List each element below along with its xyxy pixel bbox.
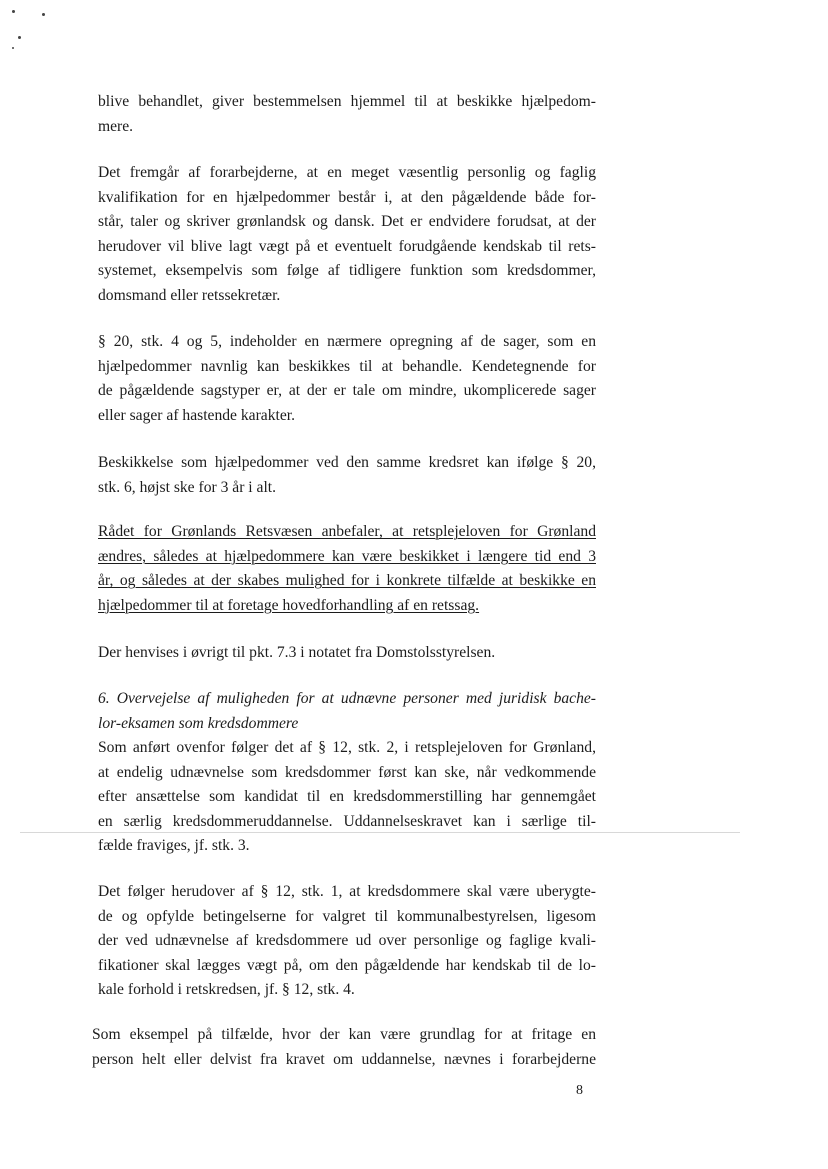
paragraph [98, 641, 596, 666]
section-heading: 6. Overvejelse af muligheden for at udnævne personer med juridisk bache- [98, 690, 596, 707]
text-line: fælde fraviges, jf. stk. 3. [98, 837, 250, 854]
scan-speck [12, 47, 14, 49]
text-line: at endelig udnævnelse som kredsdommer først kan ske, når vedkommende [98, 763, 596, 781]
paragraph [98, 451, 596, 500]
text-line: hjælpedommer til at foretage hovedforhandling af en retssag. [98, 596, 480, 614]
text-line: person helt eller delvist fra kravet om uddannelse, nævnes i forarbejderne [92, 1050, 596, 1068]
text-line: eller sager af hastende karakter. [98, 406, 295, 424]
scan-speck [42, 13, 45, 16]
text-line: år, og således at der skabes mulighed for i konkrete tilfælde at beskikke en [98, 572, 596, 589]
paragraph [98, 90, 596, 139]
text-line: Der henvises i øvrigt til pkt. 7.3 i notatet fra Domstolsstyrelsen. [98, 644, 496, 661]
scan-artifact-line [20, 832, 740, 833]
scan-speck [18, 36, 21, 39]
paragraph [98, 330, 596, 428]
recommendation-paragraph [98, 520, 596, 618]
paragraph [92, 1023, 596, 1072]
text-line: herudover vil blive lagt vægt på et eventuelt forudgående kendskab til rets- [98, 237, 596, 255]
text-line: står, taler og skriver grønlandsk og dansk. Det er endvidere forudsat, at der [98, 213, 596, 230]
section-heading: lor-eksamen som kredsdommere [98, 714, 299, 732]
text-line: blive behandlet, giver bestemmelsen hjemmel til at beskikke hjælpedom- [98, 93, 596, 110]
text-line: der ved udnævnelse af kredsdommere ud over personlige og faglige kvali- [98, 932, 596, 949]
paragraph [98, 161, 596, 308]
text-line: en særlig kredsdommeruddannelse. Uddannelseskravet kan i særlige til- [98, 812, 596, 830]
text-line: mere. [98, 117, 134, 135]
text-line: efter ansættelse som kandidat til en kredsdommerstilling har gennemgået [98, 788, 596, 805]
text-line: fikationer skal lægges vægt på, om den pågældende har kendskab til de lo- [98, 956, 596, 974]
text-line: de pågældende sagstyper er, at der er tale om mindre, ukomplicerede sager [98, 382, 596, 399]
text-line: Det følger herudover af § 12, stk. 1, at kredsdommere skal være uberygte- [98, 883, 596, 900]
text-line: hjælpedommer navnlig kan beskikkes til at behandle. Kendetegnende for [98, 357, 596, 375]
text-line: domsmand eller retssekretær. [98, 286, 281, 304]
text-line: § 20, stk. 4 og 5, indeholder en nærmere opregning af de sager, som en [98, 333, 596, 350]
text-line: de og opfylde betingelserne for valgret til kommunalbestyrelsen, ligesom [98, 907, 596, 925]
text-line: kvalifikation for en hjælpedommer består i, at den pågældende både for- [98, 188, 596, 206]
text-line: systemet, eksempelvis som følge af tidligere funktion som kredsdommer, [98, 262, 596, 279]
text-line: stk. 6, højst ske for 3 år i alt. [98, 478, 277, 496]
paragraph [98, 880, 596, 1003]
scan-speck [12, 10, 15, 13]
text-line: Rådet for Grønlands Retsvæsen anbefaler, at retsplejeloven for Grønland [98, 523, 596, 540]
text-line: Det fremgår af forarbejderne, at en meget væsentlig personlig og faglig [98, 164, 596, 181]
text-line: Som eksempel på tilfælde, hvor der kan være grundlag for at fritage en [92, 1026, 596, 1043]
text-line: kale forhold i retskredsen, jf. § 12, stk. 4. [98, 981, 355, 998]
text-line: ændres, således at hjælpedommere kan være beskikket i længere tid end 3 [98, 547, 596, 565]
page-number: 8 [576, 1083, 583, 1098]
text-line: Som anført ovenfor følger det af § 12, stk. 2, i retsplejeloven for Grønland, [98, 739, 596, 756]
text-line: Beskikkelse som hjælpedommer ved den samme kredsret kan ifølge § 20, [98, 454, 596, 471]
